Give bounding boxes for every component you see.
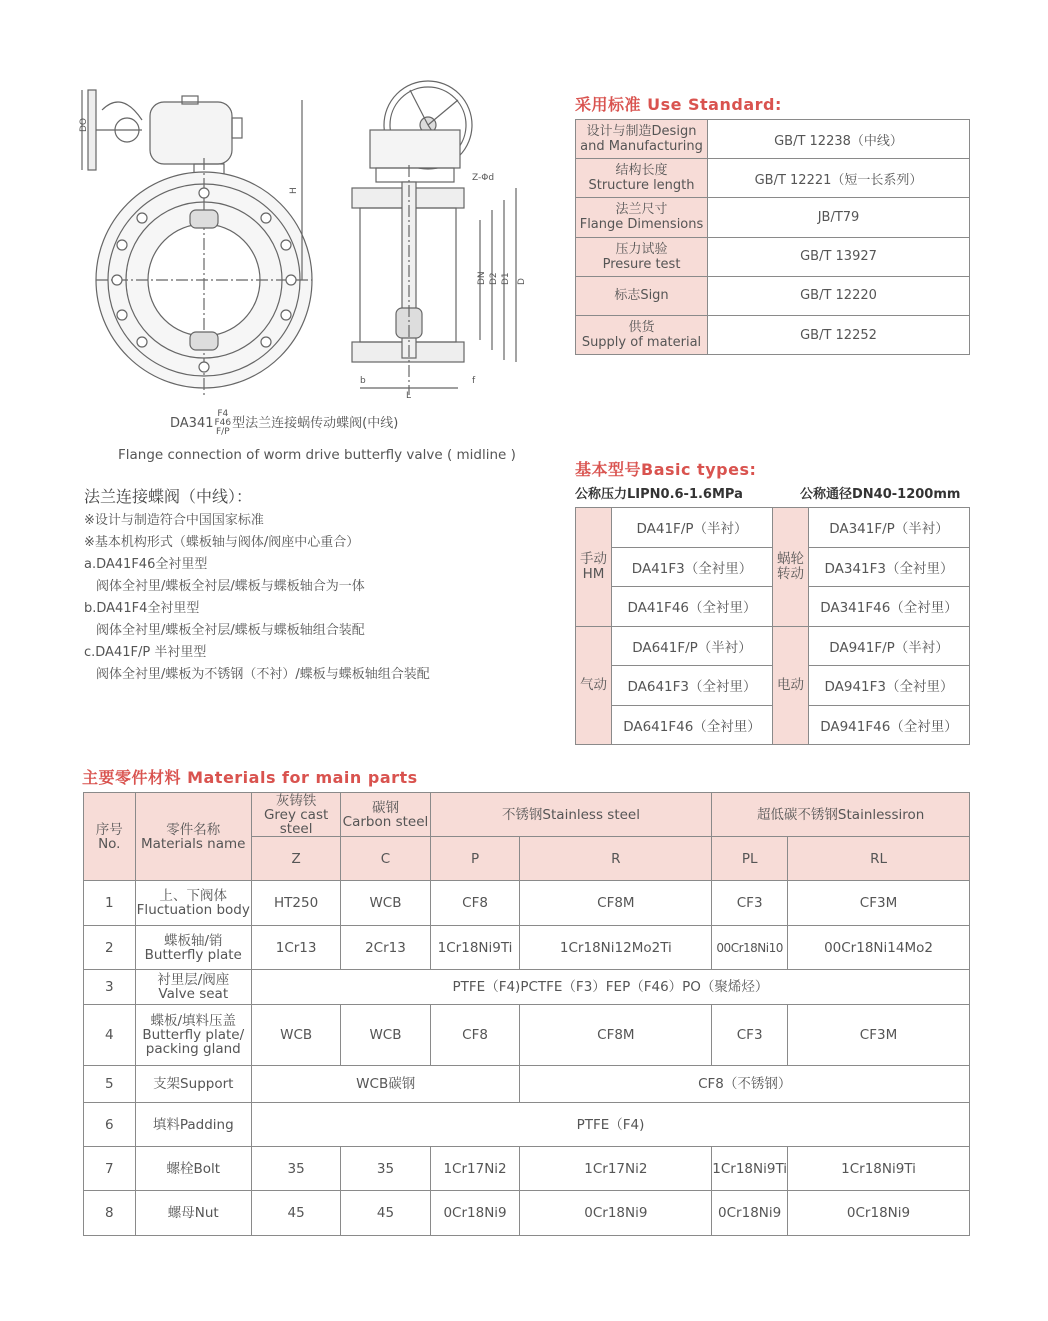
valve-front-view-drawing	[79, 70, 322, 400]
material-cell-span: PTFE（F4)PCTFE（F3）FEP（F46）PO（聚烯烃）	[251, 970, 969, 1005]
header-code: C	[341, 837, 430, 881]
table-row	[576, 626, 970, 666]
material-cell: WCB	[251, 1005, 340, 1066]
dim-d-label: D	[517, 278, 527, 285]
material-cell-span: CF8（不锈钢）	[520, 1066, 970, 1103]
row-no: 8	[84, 1191, 136, 1236]
intro-line: a.DA41F46全衬里型	[84, 557, 208, 572]
material-cell: 45	[251, 1191, 340, 1236]
material-cell: 0Cr18Ni9	[788, 1191, 970, 1236]
dim-do-label: DO	[79, 117, 89, 132]
table-header-row	[84, 793, 970, 837]
material-cell: 1Cr18Ni12Mo2Ti	[520, 926, 712, 970]
model-caption-text: 型法兰连接蜗传动蝶阀(中线)	[232, 416, 399, 431]
material-cell: 0Cr18Ni9	[520, 1191, 712, 1236]
material-cell: CF3M	[788, 1005, 970, 1066]
type-cell: DA41F46（全衬里）	[612, 587, 773, 627]
type-cell: DA341F46（全衬里）	[809, 587, 970, 627]
basic-types-title: 基本型号Basic types:	[575, 460, 757, 479]
std-label: 法兰尺寸 Flange Dimensions	[576, 198, 708, 237]
use-standard-table	[575, 119, 970, 355]
table-row	[576, 237, 970, 276]
material-cell: CF8	[430, 881, 520, 926]
dim-l-label: L	[406, 391, 412, 401]
type-cell: DA941F3（全衬里）	[809, 666, 970, 706]
group-label-electric: 电动	[773, 626, 809, 745]
intro-line: 阀体全衬里/蝶板为不锈钢（不衬）/蝶板与蝶板轴组合装配	[96, 667, 430, 682]
material-cell: CF8M	[520, 881, 712, 926]
std-label: 标志Sign	[576, 276, 708, 315]
std-value: GB/T 12238（中线）	[708, 120, 970, 159]
group-label-worm: 蜗轮 转动	[773, 508, 809, 627]
material-cell: CF8M	[520, 1005, 712, 1066]
std-value: GB/T 12220	[708, 276, 970, 315]
material-cell: WCB	[341, 881, 430, 926]
row-no: 7	[84, 1147, 136, 1191]
header-stainless: 不锈钢Stainless steel	[430, 793, 712, 837]
drawing-caption-cn	[170, 410, 398, 437]
table-row	[84, 1191, 970, 1236]
nominal-pressure: 公称压力LIPN0.6-1.6MPa	[575, 487, 743, 502]
part-name: 螺母Nut	[135, 1191, 251, 1236]
part-name: 蝶板/填料压盖 Butterfly plate/ packing gland	[135, 1005, 251, 1066]
group-label-pneumatic: 气动	[576, 626, 612, 745]
row-no: 4	[84, 1005, 136, 1066]
drawing-caption-en: Flange connection of worm drive butterfly valve ( midline )	[118, 447, 516, 463]
material-cell: 00Cr18Ni14Mo2	[788, 926, 970, 970]
header-grey-cast: 灰铸铁 Grey cast steel	[251, 793, 340, 837]
part-name: 衬里层/阀座 Valve seat	[135, 970, 251, 1005]
header-code: P	[430, 837, 520, 881]
table-row	[84, 1005, 970, 1066]
table-row	[84, 1103, 970, 1147]
header-code: RL	[788, 837, 970, 881]
materials-table	[83, 792, 970, 1236]
nominal-diameter: 公称通径DN40-1200mm	[800, 487, 961, 502]
table-row	[576, 159, 970, 198]
table-row	[576, 508, 970, 548]
use-standard-title: 采用标准 Use Standard:	[575, 95, 782, 114]
header-low-carbon: 超低碳不锈钢Stainlessiron	[712, 793, 970, 837]
type-cell: DA41F3（全衬里）	[612, 547, 773, 587]
std-label: 设计与制造Design and Manufacturing	[576, 120, 708, 159]
std-label: 结构长度 Structure length	[576, 159, 708, 198]
part-name: 上、下阀体 Fluctuation body	[135, 881, 251, 926]
type-cell: DA941F/P（半衬）	[809, 626, 970, 666]
header-code: Z	[251, 837, 340, 881]
part-name: 蝶板轴/销 Butterfly plate	[135, 926, 251, 970]
dim-dn-label: DN	[477, 271, 487, 285]
material-cell: CF3M	[788, 881, 970, 926]
header-code: R	[520, 837, 712, 881]
material-cell: CF3	[712, 881, 788, 926]
basic-types-table	[575, 507, 970, 745]
model-prefix: DA341	[170, 416, 214, 431]
type-cell: DA41F/P（半衬）	[612, 508, 773, 548]
type-cell: DA941F46（全衬里）	[809, 705, 970, 745]
materials-title: 主要零件材料 Materials for main parts	[82, 768, 418, 787]
intro-title: 法兰连接蝶阀（中线）：	[84, 487, 253, 506]
part-name: 支架Support	[135, 1066, 251, 1103]
material-cell: 35	[341, 1147, 430, 1191]
material-cell: 1Cr18Ni9Ti	[430, 926, 520, 970]
type-cell: DA641F3（全衬里）	[612, 666, 773, 706]
intro-line: b.DA41F4全衬里型	[84, 601, 200, 616]
table-row	[576, 120, 970, 159]
type-cell: DA641F/P（半衬）	[612, 626, 773, 666]
row-no: 3	[84, 970, 136, 1005]
material-cell: 1Cr18Ni9Ti	[788, 1147, 970, 1191]
material-cell: 0Cr18Ni9	[430, 1191, 520, 1236]
table-row	[84, 881, 970, 926]
material-cell: 1Cr18Ni9Ti	[712, 1147, 788, 1191]
table-row	[576, 276, 970, 315]
model-subscripts	[215, 410, 232, 437]
header-carbon: 碳钢 Carbon steel	[341, 793, 430, 837]
material-cell: 0Cr18Ni9	[712, 1191, 788, 1236]
std-value: JB/T79	[708, 198, 970, 237]
valve-side-view-drawing	[340, 70, 540, 400]
table-row	[576, 198, 970, 237]
intro-line: 阀体全衬里/蝶板全衬层/蝶板与蝶板轴组合装配	[96, 623, 365, 638]
std-label: 供货 Supply of material	[576, 315, 708, 354]
material-cell: 2Cr13	[341, 926, 430, 970]
material-cell-span: WCB碳钢	[251, 1066, 520, 1103]
material-cell: CF8	[430, 1005, 520, 1066]
dim-d2-label: D2	[489, 272, 499, 285]
dim-zphid-label: Z-Φd	[472, 173, 495, 183]
model-sub-mid: F46	[214, 418, 232, 428]
material-cell: 45	[341, 1191, 430, 1236]
intro-line: ※设计与制造符合中国国家标准	[84, 513, 264, 528]
header-code: PL	[712, 837, 788, 881]
group-label-manual: 手动 HM	[576, 508, 612, 627]
material-cell: WCB	[341, 1005, 430, 1066]
part-name: 填料Padding	[135, 1103, 251, 1147]
row-no: 5	[84, 1066, 136, 1103]
intro-line: c.DA41F/P 半衬里型	[84, 645, 207, 660]
type-cell: DA341F/P（半衬）	[809, 508, 970, 548]
dim-d1-label: D1	[501, 272, 511, 285]
material-cell: 00Cr18Ni10	[712, 926, 788, 970]
dim-h-label: H	[289, 187, 299, 194]
table-row	[576, 315, 970, 354]
std-label: 压力试验 Presure test	[576, 237, 708, 276]
material-cell-span: PTFE（F4)	[251, 1103, 969, 1147]
material-cell: HT250	[251, 881, 340, 926]
material-cell: 1Cr17Ni2	[430, 1147, 520, 1191]
dim-b-label: b	[360, 376, 366, 386]
type-cell: DA341F3（全衬里）	[809, 547, 970, 587]
std-value: GB/T 12221（短一长系列）	[708, 159, 970, 198]
table-row	[84, 1066, 970, 1103]
std-value: GB/T 13927	[708, 237, 970, 276]
material-cell: CF3	[712, 1005, 788, 1066]
header-name: 零件名称 Materials name	[135, 793, 251, 881]
table-row	[84, 926, 970, 970]
table-row	[84, 970, 970, 1005]
intro-line: ※基本机构形式（蝶板轴与阀体/阀座中心重合）	[84, 535, 360, 550]
model-sub-top: F4	[217, 409, 229, 419]
row-no: 6	[84, 1103, 136, 1147]
model-sub-bot: F/P	[216, 427, 230, 437]
material-cell: 35	[251, 1147, 340, 1191]
row-no: 1	[84, 881, 136, 926]
type-cell: DA641F46（全衬里）	[612, 705, 773, 745]
part-name: 螺栓Bolt	[135, 1147, 251, 1191]
table-row	[84, 1147, 970, 1191]
material-cell: 1Cr13	[251, 926, 340, 970]
material-cell: 1Cr17Ni2	[520, 1147, 712, 1191]
std-value: GB/T 12252	[708, 315, 970, 354]
dim-f-label: f	[472, 376, 476, 386]
row-no: 2	[84, 926, 136, 970]
intro-line: 阀体全衬里/蝶板全衬层/蝶板与蝶板轴合为一体	[96, 579, 365, 594]
header-no: 序号 No.	[84, 793, 136, 881]
